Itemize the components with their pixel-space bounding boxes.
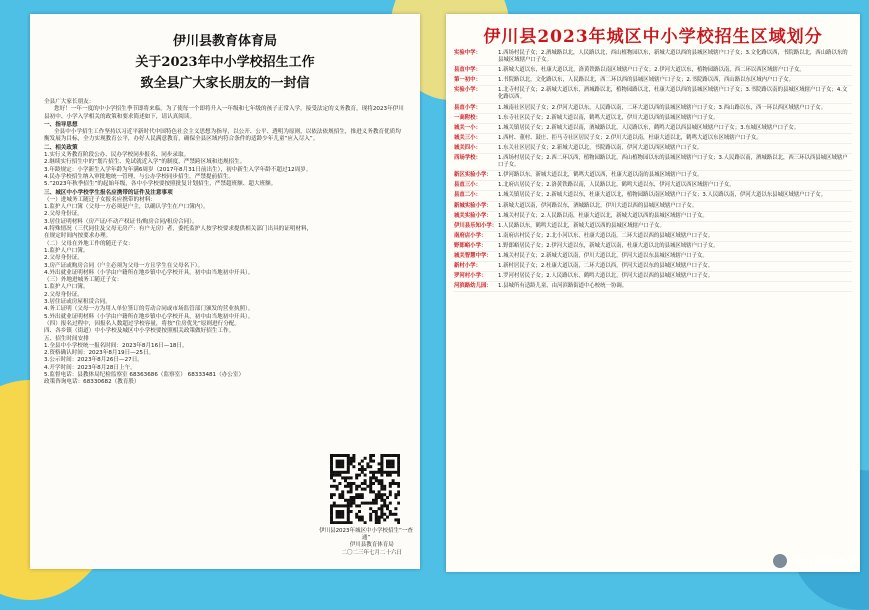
- letter-signature: [341, 542, 402, 557]
- school-district-text: 1.东关社区居民子女；2.新城大道以北，书院路以南，伊河大道以西区域辖户口子女。: [498, 144, 703, 151]
- wechat-watermark: [767, 551, 863, 571]
- school-row: [454, 242, 852, 252]
- section-3-list: [44, 197, 314, 387]
- school-row: [454, 154, 852, 171]
- school-name: 西场学校：: [454, 155, 481, 162]
- letter-list-item: 3.公示时间：2023年8月26日—27日。: [44, 357, 143, 364]
- school-row: [454, 262, 852, 272]
- school-district-text: 1.城关镇居民子女；2.新城大道以南，酒城路以北，人民路以东，鹤鸣大道以西县城区域辖户口子女；3.东城区域辖户口子女。: [498, 124, 800, 131]
- school-district-text: 1.野郎峪居民子女；2.伊河大道以东，新城大道以南，杜康大道以北的县城区域辖户口子女。: [498, 242, 719, 249]
- school-district-text: 1.西村、董村、鼓庄、拒马寺社区居民子女；2.伊川大道以南，杜康大道以北，鹤鸣大道以东区域辖户口子女。: [498, 134, 762, 141]
- section-2-heading: 二、相关政策: [44, 144, 78, 151]
- school-name: 县直中学：: [454, 67, 481, 74]
- watermark-text: 伊川县教体局: [791, 555, 857, 568]
- signature-org: 伊川县教育体育局: [349, 542, 394, 548]
- letter-list-item: 1.实行义务教育阶段公办、民办学校同步报名、同步录取。: [44, 152, 190, 159]
- letter-list-item: 4.开学时间：2023年8月28日上午。: [44, 364, 136, 371]
- school-name: 河滨路幼儿园：: [454, 283, 492, 290]
- school-row: [454, 171, 852, 181]
- letter-list-item: 2.资格确认时间：2023年8月19日—25日。: [44, 350, 155, 357]
- wechat-account-icon: [773, 554, 787, 568]
- school-row: [454, 124, 852, 134]
- school-row: [454, 282, 852, 292]
- letter-list-item: （三）外地进城务工随迁子女：: [44, 277, 123, 284]
- letter-list-item: （一）进城务工随迁子女报名应携带的材料：: [44, 196, 156, 203]
- letter-list-item: 1.监护人户口簿（父母一方必须是户主，以确认学生在户口簿内）。: [44, 204, 209, 211]
- school-name: 城关三小：: [454, 134, 481, 141]
- letter-list-item: 四、各乡镇（街道）中小学校及城区中小学校要按照相关政策做好招生工作。: [44, 328, 235, 335]
- letter-body: [44, 99, 406, 387]
- letter-list-item: 3.年龄规定：小学新生入学年龄为年满6周岁（2017年8月31日前出生），初中新生入学年龄不超过12周岁。: [44, 166, 312, 173]
- school-name: 新村小学：: [454, 263, 481, 270]
- school-district-text: 1.西场村居民子女；2.西二环以西，植物园路以北，西山植物园以东的县城区域辖户口子女；3.人民路以南，酒城路以北，西三环以西县城区域辖户口子女。: [498, 155, 848, 169]
- school-row: [454, 272, 852, 282]
- qr-caption: 伊川县2023年城区中小学校招生“一查通”: [319, 528, 413, 541]
- letter-list-item: 五、招生时间安排: [44, 335, 89, 342]
- school-district-text: 1.罗河村居民子女；2.人民路以东，鹤鸣大道以北，伊河大道以西的县城区域辖户口子女。: [498, 273, 714, 280]
- school-row: [454, 66, 852, 76]
- school-district-text: 1.书院路以北，文化路以东，人民路以北，西二环以西的县城区域辖户口子女；2.书院路以西，西山路以东区域内户口子女。: [498, 77, 794, 84]
- letter-list-item: 4.民办学校招生纳入审批地统一管理，与公办学校同步招生，严禁提前招生。: [44, 173, 234, 180]
- school-row: [454, 191, 852, 201]
- school-name: 南府店小学：: [454, 232, 487, 239]
- school-row: [454, 76, 852, 86]
- school-name: 县直小学：: [454, 104, 481, 111]
- letter-title-line1: 关于2023年中小学校招生工作: [135, 55, 315, 70]
- school-name: 城关一小：: [454, 124, 481, 131]
- letter-page: [30, 14, 420, 569]
- school-row: [454, 134, 852, 144]
- school-district-text: 1.北寺村民子女；2.新城大道以东，酒城路以北，植物园路以北，杜康大道以西的县城区域辖户口子女；3.书院路以南的县城区域辖户口子女；4.文化路以西。: [498, 87, 848, 101]
- letter-list-item: 4.特殊情况（三代同住及父母无房产：有户无房）者，委托监护人按学校要求提供相关部门出具的证明材料，在规定时间内按要求办理。: [44, 226, 313, 240]
- letter-greeting: 全县广大家长朋友：: [44, 99, 95, 105]
- school-name: 城关四小：: [454, 144, 481, 151]
- school-district-text: 1.东寺社区民子女；2.新城大道以南，鹤鸣大道以北，伊川大道以西的县城区域辖户口子女。: [498, 114, 719, 121]
- section-1-text: 全县中小学招生工作坚持以习近平新时代中国特色社会主义思想为指导，以公开、公平、透明为原则，以依法依规招生，推进义务教育优质均衡发展为目标，全力实现教育公平，办好人民满意教育，确保全县区域内符合条件的适龄少年儿童“应入尽入”。: [44, 129, 401, 143]
- school-district-text: 1.新城大道以东，杜康大道以北，洛黄铁路以南区域辖户口子女；2.伊河大道以东，植物园路以南，西二环以西区域辖户口子女。: [498, 67, 805, 74]
- school-row: [454, 114, 852, 124]
- letter-list-item: 政策咨询电话：68330682（教育股）: [44, 379, 140, 386]
- letter-list-item: 2.继续实行招生中的“划片招生、免试就近入学”的制度，严禁跨区域和违规招生。: [44, 159, 246, 166]
- letter-list-item: （二）父母在外地工作的随迁子女：: [44, 240, 134, 247]
- school-name: 新城实验小学：: [454, 202, 492, 209]
- school-row: [454, 252, 852, 262]
- letter-list-item: 5.“2023年秋季招生”的起始年级，各中小学校要按照批复计划招生，严禁超班额、超大班额。: [44, 181, 277, 188]
- school-row: [454, 212, 852, 222]
- school-district-text: 1.新村居民子女；2.杜康大道以南，二环大道以西，伊河大道以东的县城区域辖户口子女。: [498, 263, 714, 270]
- school-name: 新区实验小学：: [454, 172, 492, 179]
- school-name: 城关实验小学：: [454, 212, 492, 219]
- school-district-text: 1.城南社区居民子女；2.伊河大道以东，人民路以南，二环大道以西的县城区域辖户口子女；3.西山路以东，西一环以西区域辖户口子女。: [498, 104, 827, 111]
- school-district-list: [454, 49, 852, 292]
- school-row: [454, 232, 852, 242]
- school-row: [454, 144, 852, 154]
- letter-issuer: 伊川县教育体育局: [172, 34, 277, 49]
- school-name: 县直二小：: [454, 192, 481, 199]
- school-name: 野郎峪小学：: [454, 242, 487, 249]
- school-district-text: 1.城关村民子女；2.人民路以南，杜康大道以北，新城大道以西的县城区域辖户口子女。: [498, 212, 708, 219]
- districts-title: 伊川县2023年城区中小学校招生区域划分: [483, 27, 823, 47]
- letter-list-item: 5.外出就业证明材料（小学由户籍所在地乡镇中心学校开具，初中由当地初中开具）。: [44, 313, 254, 320]
- letter-list-item: 4.务工证明（父母一方为用人单位签订的劳动合同或市场监管部门颁发的营业执照）。: [44, 306, 254, 313]
- school-name: 实验小学：: [454, 87, 481, 94]
- letter-list-item: 3.居住证明材料（房产证/不动产权证书/购房合同/租房合同）。: [44, 218, 198, 225]
- districts-page: [446, 14, 860, 572]
- qr-code-image: [330, 454, 400, 524]
- letter-list-item: 4.外出就业证明材料（小学由户籍所在地乡镇中心学校开具，初中由当地初中开具）。: [44, 269, 254, 276]
- school-district-text: 1.西场村民子女；2.酒城路以北，人民路以北，西山植物园以东，新城大道以西的县城区域辖户口子女；3.文化路以西，书院路以北，西山路以东的县城区域辖户口子女。: [498, 50, 848, 64]
- school-district-text: 1.人民路以东，鹤鸣大道以北，新城大道以西的县城区域辖户口子女。: [498, 222, 665, 229]
- school-name: 实验中学：: [454, 50, 481, 56]
- letter-list-item: 3.房产证或购房合同（户主必须为父母一方且学生在父母名下）。: [44, 262, 204, 269]
- section-1-heading: 一、指导思想: [44, 121, 78, 128]
- letter-list-item: 1.监护人户口簿。: [44, 284, 89, 291]
- letter-title-line2: 致全县广大家长朋友的一封信: [140, 76, 310, 91]
- letter-list-item: 2.父母身份证。: [44, 255, 83, 262]
- signature-date: 二〇二三年七月二十六日: [341, 549, 402, 556]
- letter-list-item: 5.监督电话：县教体局纪检监察室 68363686（监察室） 68333481（办公室）: [44, 371, 245, 378]
- school-name: 第一初中：: [454, 77, 481, 84]
- letter-list-item: 2.父母身份证。: [44, 291, 83, 298]
- school-name: 城关智慧中学：: [454, 252, 492, 259]
- school-name: 罗河村小学：: [454, 273, 487, 280]
- section-2-list: [44, 152, 406, 188]
- section-3-heading: 三、城区中小学校学生报名应携带的证件及注意事项: [44, 189, 173, 196]
- school-row: [454, 49, 852, 66]
- letter-list-item: 2.父母身份证。: [44, 211, 83, 218]
- school-row: [454, 181, 852, 191]
- school-row: [454, 86, 852, 103]
- letter-list-item: 1.全县中小学校统一报名时间：2023年8月16日—18日。: [44, 342, 188, 349]
- school-row: [454, 104, 852, 114]
- school-row: [454, 202, 852, 212]
- school-row: [454, 222, 852, 232]
- qr-code: [330, 454, 400, 524]
- letter-list-item: 1.监护人户口簿。: [44, 247, 89, 254]
- school-district-text: 1.县城所有适龄儿童，由河滨路街道中心校统一协调。: [498, 283, 628, 290]
- school-district-text: 1.城关镇居民子女；2.新城大道以东，杜康大道以北，植物园路以南区域辖户口子女；3.人民路以南，伊河大道以东县城区域辖户口子女。: [498, 192, 827, 199]
- school-district-text: 1.伊河路以东，新城大道以北，鹤鸣大道以西，杜康大道以南的县城区域辖户口子女。: [498, 172, 703, 179]
- school-district-text: 1.南府店村民子女；2.北小河以东，杜康大道以南，二环大道以西的县城区域辖户口子女。: [498, 232, 714, 239]
- school-name: 伊川县乐知小学：: [454, 222, 498, 229]
- letter-list-item: （四）报名过程中，因报名人数超过学校容量，将按“住房优先”原则进行分配。: [44, 320, 240, 327]
- school-district-text: 1.城关村民子女；2.新城大道以南，伊川大道以北，伊河大道以东县城区域辖户口子女。: [498, 252, 708, 259]
- letter-intro: 您好！一年一度的中小学招生季节即将来临。为了使每一个即将升入一年级和七年级的孩子正常入学，接受法定的义务教育，现将2023年伊川县初中、小学入学相关的政策和要求简述如下，请认真阅读。: [44, 106, 404, 120]
- school-name: 一高附校：: [454, 114, 481, 121]
- letter-list-item: 3.居住证或房屋租赁合同。: [44, 299, 111, 306]
- school-name: 县直三小：: [454, 182, 481, 189]
- school-district-text: 1.北府店居民子女；2.洛黄铁路以南，人民路以北，鹤鸣大道以东，伊河大道以西区域辖户口子女。: [498, 182, 735, 189]
- school-district-text: 1.新城大道以南，伊河路以东，酒城路以北，伊川大道以西的县城区域辖户口子女。: [498, 202, 698, 209]
